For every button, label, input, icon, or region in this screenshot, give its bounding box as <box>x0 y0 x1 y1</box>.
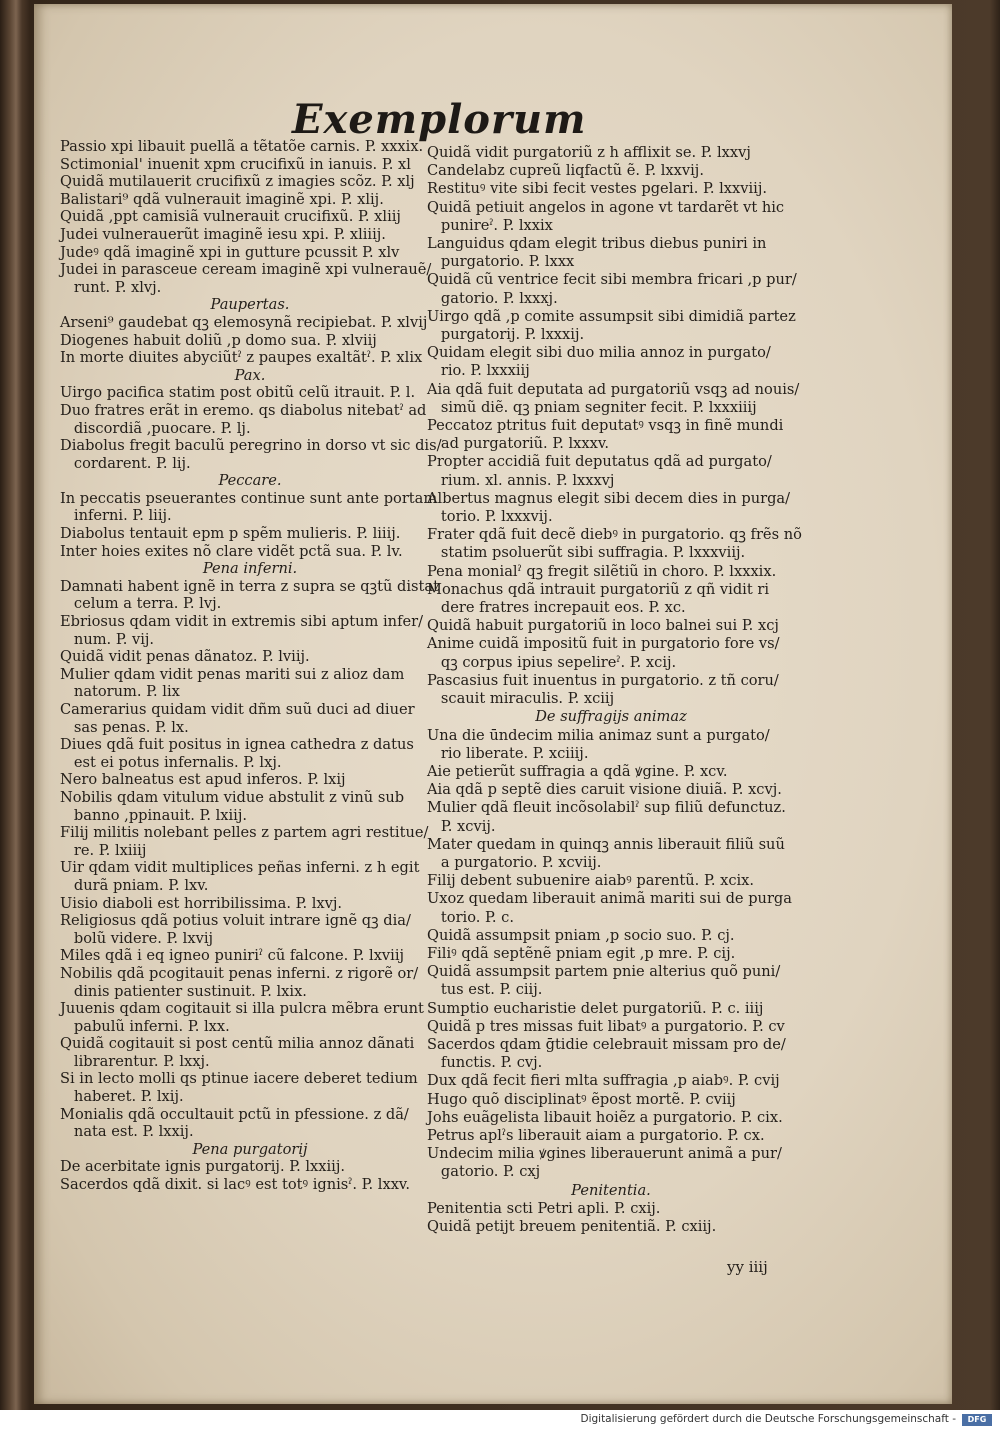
index-line: Filij debent subuenire aiabꝰ parentũ. P. xcix. <box>427 872 755 890</box>
index-line: Si in lecto molli qs ptinue iacere deberet tedium <box>60 1070 418 1088</box>
index-line: Sacerdos qdã dixit. si lacꝰ est totꝰ ignisˀ. P. lxxv. <box>60 1176 411 1194</box>
index-line: Johs euãgelista libauit hoiẽz a purgatorio. P. cix. <box>427 1108 783 1126</box>
section-heading: Pax. <box>234 366 266 384</box>
index-line: torio. P. lxxxvij. <box>427 508 553 526</box>
index-line: Uirgo pacifica statim post obitũ celũ itrauit. P. l. <box>60 384 416 402</box>
index-line: Albertus magnus elegit sibi decem dies in purga/ <box>427 489 791 507</box>
right-column <box>427 144 802 1236</box>
index-line: Pascasius fuit inuentus in purgatorio. z tñ coru/ <box>427 671 779 689</box>
index-line: scauit miraculis. P. xciij <box>427 690 615 708</box>
index-line: Filij militis nolebant pelles z partem agri restitue/ <box>60 824 429 842</box>
index-line: ad purgatoriũ. P. lxxxv. <box>427 435 609 453</box>
index-line: Diabolus tentauit epm p spẽm mulieris. P. liiij. <box>60 525 401 543</box>
index-line: banno ,ppinauit. P. lxiij. <box>60 806 248 824</box>
index-line: dere fratres increpauit eos. P. xc. <box>427 599 686 617</box>
index-line: tus est. P. ciij. <box>427 981 543 999</box>
index-line: Frater qdã fuit decẽ diebꝰ in purgatorio. qꝫ frẽs nõ <box>427 526 802 544</box>
index-line: Uirgo qdã ,p comite assumpsit sibi dimidiã partez <box>427 307 796 325</box>
index-line: Quidã habuit purgatoriũ in loco balnei sui P. xcj <box>427 617 779 635</box>
index-line: Balistari⁹ qdã vulnerauit imaginẽ xpi. P. xlij. <box>60 190 384 208</box>
section-heading: Pena purgatorij <box>192 1140 308 1158</box>
index-line: torio. P. c. <box>427 908 514 926</box>
page-heading: Exemplorum <box>292 96 587 143</box>
footer-bar <box>0 1410 1000 1431</box>
index-line: Judei in parasceue ceream imaginẽ xpi vulnerauẽ/ <box>60 261 432 279</box>
index-line: Ebriosus qdam vidit in extremis sibi aptum infer/ <box>60 613 423 631</box>
index-line: Diues qdã fuit positus in ignea cathedra z datus <box>60 736 414 754</box>
index-line: rium. xl. annis. P. lxxxvj <box>427 471 615 489</box>
section-heading: De suffragijs animaz <box>535 708 687 726</box>
index-line: Quidã assumpsit partem pnie alterius quõ puni/ <box>427 963 781 981</box>
index-line: Quidã petiuit angelos in agone vt tardarẽt vt hic <box>427 198 785 216</box>
index-line: Petrus aplˀs liberauit aiam a purgatorio. P. cx. <box>427 1126 765 1144</box>
index-line: simũ diẽ. qꝫ pniam segniter fecit. P. lxxxiiij <box>427 398 757 416</box>
index-line: Miles qdã i eq igneo puniriˀ cũ falcone. P. lxviij <box>60 947 405 965</box>
section-heading: Pena inferni. <box>202 560 298 578</box>
index-line: Quidã ,ppt camisiã vulnerauit crucifixũ. P. xliij <box>60 208 401 226</box>
index-line: punireˀ. P. lxxix <box>427 216 553 234</box>
index-line: est ei potus infernalis. P. lxj. <box>60 753 282 771</box>
index-line: Quidã assumpsit pniam ,p socio suo. P. cj. <box>427 926 735 944</box>
index-line: Quidam elegit sibi duo milia annoz in purgato/ <box>427 344 771 362</box>
left-column <box>60 138 440 1194</box>
index-line: haberet. P. lxij. <box>60 1088 184 1106</box>
index-line: a purgatorio. P. xcviij. <box>427 853 602 871</box>
index-line: Monachus qdã intrauit purgatoriũ z qñ vidit ri <box>427 580 769 598</box>
index-line: Sumptio eucharistie delet purgatoriũ. P. c. iiij <box>427 999 764 1017</box>
footer-credit: Digitalisierung gefördert durch die Deutsche Forschungsgemeinschaft - <box>580 1413 956 1425</box>
index-line: Restituꝰ vite sibi fecit vestes pgelari. P. lxxviij. <box>427 180 767 198</box>
index-line: qꝫ corpus ipius sepelireˀ. P. xcij. <box>427 653 677 671</box>
index-line: natorum. P. lix <box>60 683 180 701</box>
index-line: sas penas. P. lx. <box>60 718 189 736</box>
index-line: Diogenes habuit doliũ ,p domo sua. P. xlviij <box>60 331 377 349</box>
index-line: In morte diuites abyciũtˀ z paupes exaltãtˀ. P. xlix <box>60 349 423 367</box>
index-line: Peccatoz ptritus fuit deputatꝰ vsqꝫ in finẽ mundi <box>427 417 784 435</box>
index-line: purgatorij. P. lxxxij. <box>427 326 585 344</box>
index-line: Una die ūndecim milia animaz sunt a purgato/ <box>427 726 770 744</box>
index-line: runt. P. xlvj. <box>60 278 162 296</box>
index-line: Religiosus qdã potius voluit intrare ignẽ qꝫ dia/ <box>60 912 411 930</box>
index-line: Uisio diaboli est horribilissima. P. lxvj. <box>60 894 343 912</box>
index-line: Judei vulnerauerũt imaginẽ iesu xpi. P. xliiij. <box>60 225 386 243</box>
section-heading: Paupertas. <box>210 296 290 314</box>
index-line: Uxoz quedam liberauit animã mariti sui de purga <box>427 890 792 908</box>
index-line: Mulier qdã fleuit incõsolabilˀ sup filiũ defunctuz. <box>427 799 786 817</box>
index-line: Undecim milia ꝟgines liberauerunt animã a pur/ <box>427 1145 782 1163</box>
index-line: celum a terra. P. lvj. <box>60 595 222 613</box>
index-line: inferni. P. liij. <box>60 507 172 525</box>
index-line: functis. P. cvj. <box>427 1054 543 1072</box>
index-line: gatorio. P. lxxxj. <box>427 289 558 307</box>
index-line: Nero balneatus est apud inferos. P. lxij <box>60 771 346 789</box>
index-line: Quidã petijt breuem penitentiã. P. cxiij. <box>427 1217 717 1235</box>
index-line: discordiã ,puocare. P. lj. <box>60 419 251 437</box>
dfg-logo: DFG <box>962 1414 992 1426</box>
index-line: Juuenis qdam cogitauit si illa pulcra mẽbra erunt <box>60 1000 424 1018</box>
index-line: Mulier qdam vidit penas mariti sui z alioz dam <box>60 665 405 683</box>
index-line: pabulũ inferni. P. lxx. <box>60 1017 230 1035</box>
index-line: Nobilis qdam vitulum vidue abstulit z vinũ sub <box>60 788 405 806</box>
index-line: rio liberate. P. xciiij. <box>427 744 589 762</box>
index-line: In peccatis pseuerantes continue sunt ante portam <box>60 489 438 507</box>
index-line: Diabolus fregit baculũ peregrino in dorso vt sic dis/ <box>60 437 442 455</box>
index-line: Nobilis qdã pcogitauit penas inferni. z rigorẽ or/ <box>60 964 419 982</box>
index-line: gatorio. P. cxj <box>427 1163 541 1181</box>
index-line: Uir qdam vidit multiplices peñas inferni. z h egit <box>60 859 420 877</box>
index-line: Quidã cũ ventrice fecit sibi membra fricari ,p pur/ <box>427 271 797 289</box>
index-line: Anime cuidã impositũ fuit in purgatorio fore vs/ <box>427 635 780 653</box>
index-line: Candelabz cupreũ liqfactũ ẽ. P. lxxvij. <box>427 162 704 180</box>
index-line: statim psoluerũt sibi suffragia. P. lxxxviij. <box>427 544 746 562</box>
section-heading: Penitentia. <box>571 1181 651 1199</box>
index-line: Hugo quõ disciplinatꝰ ẽpost mortẽ. P. cviij <box>427 1090 736 1108</box>
index-line: cordarent. P. lij. <box>60 454 191 472</box>
index-line: Penitentia scti Petri apli. P. cxij. <box>427 1199 661 1217</box>
index-line: purgatorio. P. lxxx <box>427 253 575 271</box>
section-heading: Peccare. <box>218 472 282 490</box>
index-line: nata est. P. lxxij. <box>60 1123 194 1141</box>
index-line: Quidã cogitauit si post centũ milia annoz dãnati <box>60 1035 415 1053</box>
index-line: rio. P. lxxxiij <box>427 362 530 380</box>
index-line: Pena monialˀ qꝫ fregit silẽtiũ in choro. P. lxxxix. <box>427 562 777 580</box>
index-line: re. P. lxiiij <box>60 841 147 859</box>
index-line: bolũ videre. P. lxvij <box>60 929 214 947</box>
index-line: durã pniam. P. lxv. <box>60 876 209 894</box>
index-line: Sctimonial' inuenit xpm crucifixũ in ianuis. P. xl <box>60 155 411 173</box>
index-line: Quidã p tres missas fuit libatꝰ a purgatorio. P. cv <box>427 1017 785 1035</box>
signature-mark: yy iiij <box>727 1258 768 1276</box>
index-line: Arseni⁹ gaudebat qꝫ elemosynã recipiebat. P. xlvij <box>60 313 428 331</box>
index-line: P. xcvij. <box>427 817 496 835</box>
index-line: Inter hoies exites nõ clare vidẽt pctã sua. P. lv. <box>60 542 403 560</box>
index-line: Quidã mutilauerit crucifixũ z imagies scõz. P. xlj <box>60 173 415 191</box>
index-line: Aia qdã p septẽ dies caruit visione diuiã. P. xcvj. <box>427 781 782 799</box>
index-line: Mater quedam in quinqꝫ annis liberauit filiũ suũ <box>427 835 785 853</box>
index-line: Quidã vidit purgatoriũ z h afflixit se. P. lxxvj <box>427 144 751 161</box>
index-line: Propter accidiã fuit deputatus qdã ad purgato/ <box>427 453 772 471</box>
index-line: Dux qdã fecit fieri mlta suffragia ,p aiabꝰ. P. cvij <box>427 1072 780 1090</box>
index-line: Passio xpi libauit puellã a tẽtatõe carnis. P. xxxix. <box>60 138 424 155</box>
index-line: Filiꝰ qdã septẽnẽ pniam egit ,p mre. P. cij. <box>427 944 736 962</box>
index-line: Aia qdã fuit deputata ad purgatoriũ vsqꝫ ad nouis/ <box>427 380 800 398</box>
index-line: Monialis qdã occultauit pctũ in pfessione. z dã/ <box>60 1105 409 1123</box>
index-line: librarentur. P. lxxj. <box>60 1052 210 1070</box>
index-line: num. P. vij. <box>60 630 155 648</box>
index-line: Duo fratres erãt in eremo. qs diabolus nitebatˀ ad <box>60 401 427 419</box>
index-line: Judeꝰ qdã imaginẽ xpi in gutture pcussit P. xlv <box>60 243 400 261</box>
index-line: Quidã vidit penas dãnatoz. P. lviij. <box>60 648 310 666</box>
index-line: De acerbitate ignis purgatorij. P. lxxiij. <box>60 1158 346 1176</box>
index-line: Sacerdos qdam ḡtidie celebrauit missam pro de/ <box>427 1035 786 1053</box>
index-line: Languidus qdam elegit tribus diebus puniri in <box>427 235 767 253</box>
index-line: Damnati habent ignẽ in terra z supra se qꝫtũ distat <box>60 577 439 595</box>
index-line: Camerarius quidam vidit dñm suũ duci ad diuer <box>60 701 415 718</box>
index-line: Aie petierũt suffragia a qdã ꝟgine. P. xcv. <box>427 762 728 780</box>
index-line: dinis patienter sustinuit. P. lxix. <box>60 982 307 1000</box>
